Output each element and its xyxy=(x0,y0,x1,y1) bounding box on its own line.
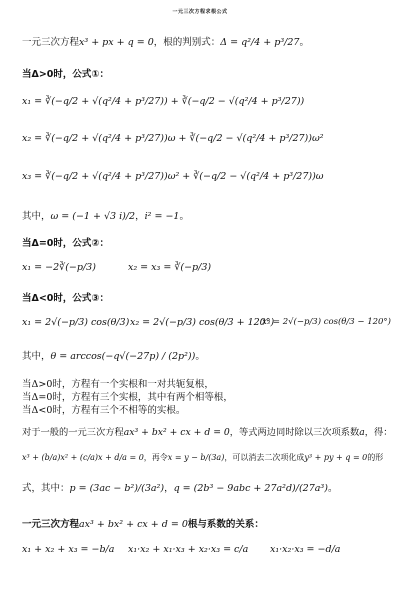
general-text-1: 对于一般的一元三次方程 xyxy=(22,427,124,438)
case2-x1-formula: x₁ = −2∛(−p/3) xyxy=(22,262,96,273)
omega-separator: ， xyxy=(135,211,145,222)
general-text-3: ，得： xyxy=(364,427,393,438)
page-title: 一元三次方程求根公式 xyxy=(172,9,228,15)
reduction-text-1: ，再令 xyxy=(143,453,168,462)
case1-x3-formula: x₃ = ∛(−q/2 + √(q²/4 + p³/27))ω² + ∛(−q/2 − √(q²/4 + p³/27))ω xyxy=(22,171,324,182)
omega-line xyxy=(22,212,189,223)
coefficients-line xyxy=(22,484,337,495)
coefficients-separator: ， xyxy=(164,483,174,494)
general-text-2: ，等式两边同时除以三次项系数 xyxy=(229,427,360,438)
case1-heading: 当Δ>0时，公式①： xyxy=(22,69,109,80)
intro-end: 。 xyxy=(299,37,309,48)
vieta-heading xyxy=(22,520,264,531)
case3-heading: 当Δ<0时，公式③： xyxy=(22,293,109,304)
reduction-line xyxy=(22,453,383,462)
leading-coefficient: a xyxy=(359,427,365,438)
coefficients-text-1: 式，其中： xyxy=(22,483,70,494)
intro-text: 一元三次方程 xyxy=(22,37,80,48)
general-line xyxy=(22,428,393,439)
substitution-formula: x = y − b/(3a) xyxy=(167,453,225,462)
note-positive-discriminant: 当Δ>0时，方程有一个实根和一对共轭复根， xyxy=(22,379,214,390)
vieta-product: x₁·x₂·x₃ = −d/a xyxy=(270,544,341,555)
intro-mid-text: ，根的判别式： xyxy=(153,37,221,48)
case3-x3-formula: x₃ = 2√(−p/3) cos(θ/3 − 120°) xyxy=(262,317,391,327)
case1-x2-formula: x₂ = ∛(−q/2 + √(q²/4 + p³/27))ω + ∛(−q/2 − √(q²/4 + p³/27))ω² xyxy=(22,133,324,144)
reduced-equation: x³ + (b/a)x² + (c/a)x + d/a = 0 xyxy=(22,453,144,462)
vieta-heading-text-1: 一元三次方程 xyxy=(22,519,80,530)
discriminant-formula: Δ = q²/4 + p³/27 xyxy=(220,37,300,48)
theta-end: 。 xyxy=(195,351,205,362)
case1-x1-formula: x₁ = ∛(−q/2 + √(q²/4 + p³/27)) + ∛(−q/2 − √(q²/4 + p³/27)) xyxy=(22,96,305,107)
case2-x23-formula: x₂ = x₃ = ∛(−p/3) xyxy=(128,262,212,273)
intro-equation: x³ + px + q = 0 xyxy=(79,37,154,48)
q-definition: q = (2b³ − 9abc + 27a²d)/(27a³) xyxy=(173,483,328,494)
note-zero-discriminant: 当Δ=0时，方程有三个实根，其中有两个相等根， xyxy=(22,392,233,403)
theta-definition: θ = arccos(−q√(−27p) / (2p²)) xyxy=(50,351,196,362)
vieta-sum: x₁ + x₂ + x₃ = −b/a xyxy=(22,544,115,555)
omega-definition: ω = (−1 + √3 i)/2 xyxy=(50,211,136,222)
vieta-heading-equation: ax³ + bx² + cx + d = 0 xyxy=(79,519,188,530)
p-definition: p = (3ac − b²)/(3a²) xyxy=(69,483,165,494)
theta-line xyxy=(22,352,205,363)
case2-heading: 当Δ=0时，公式②： xyxy=(22,238,109,249)
depressed-cubic: y³ + py + q = 0 xyxy=(304,453,368,462)
omega-end: 。 xyxy=(179,211,189,222)
reduction-text-2: ，可以消去二次项化成 xyxy=(224,453,305,462)
note-negative-discriminant: 当Δ<0时，方程有三个不相等的实根。 xyxy=(22,405,186,416)
vieta-pairwise: x₁·x₂ + x₁·x₃ + x₂·x₃ = c/a xyxy=(128,544,249,555)
reduction-text-3: 的形 xyxy=(367,453,384,462)
omega-prefix: 其中， xyxy=(22,211,51,222)
imaginary-unit-definition: i² = −1 xyxy=(144,211,180,222)
theta-prefix: 其中， xyxy=(22,351,51,362)
general-equation: ax³ + bx² + cx + d = 0 xyxy=(123,427,230,438)
intro-line xyxy=(22,38,309,49)
case3-x2-formula: x₂ = 2√(−p/3) cos(θ/3 + 120°) xyxy=(130,317,275,328)
case3-x1-formula: x₁ = 2√(−p/3) cos(θ/3) xyxy=(22,317,130,328)
vieta-heading-text-2: 根与系数的关系： xyxy=(187,519,264,530)
coefficients-end: 。 xyxy=(327,483,338,494)
